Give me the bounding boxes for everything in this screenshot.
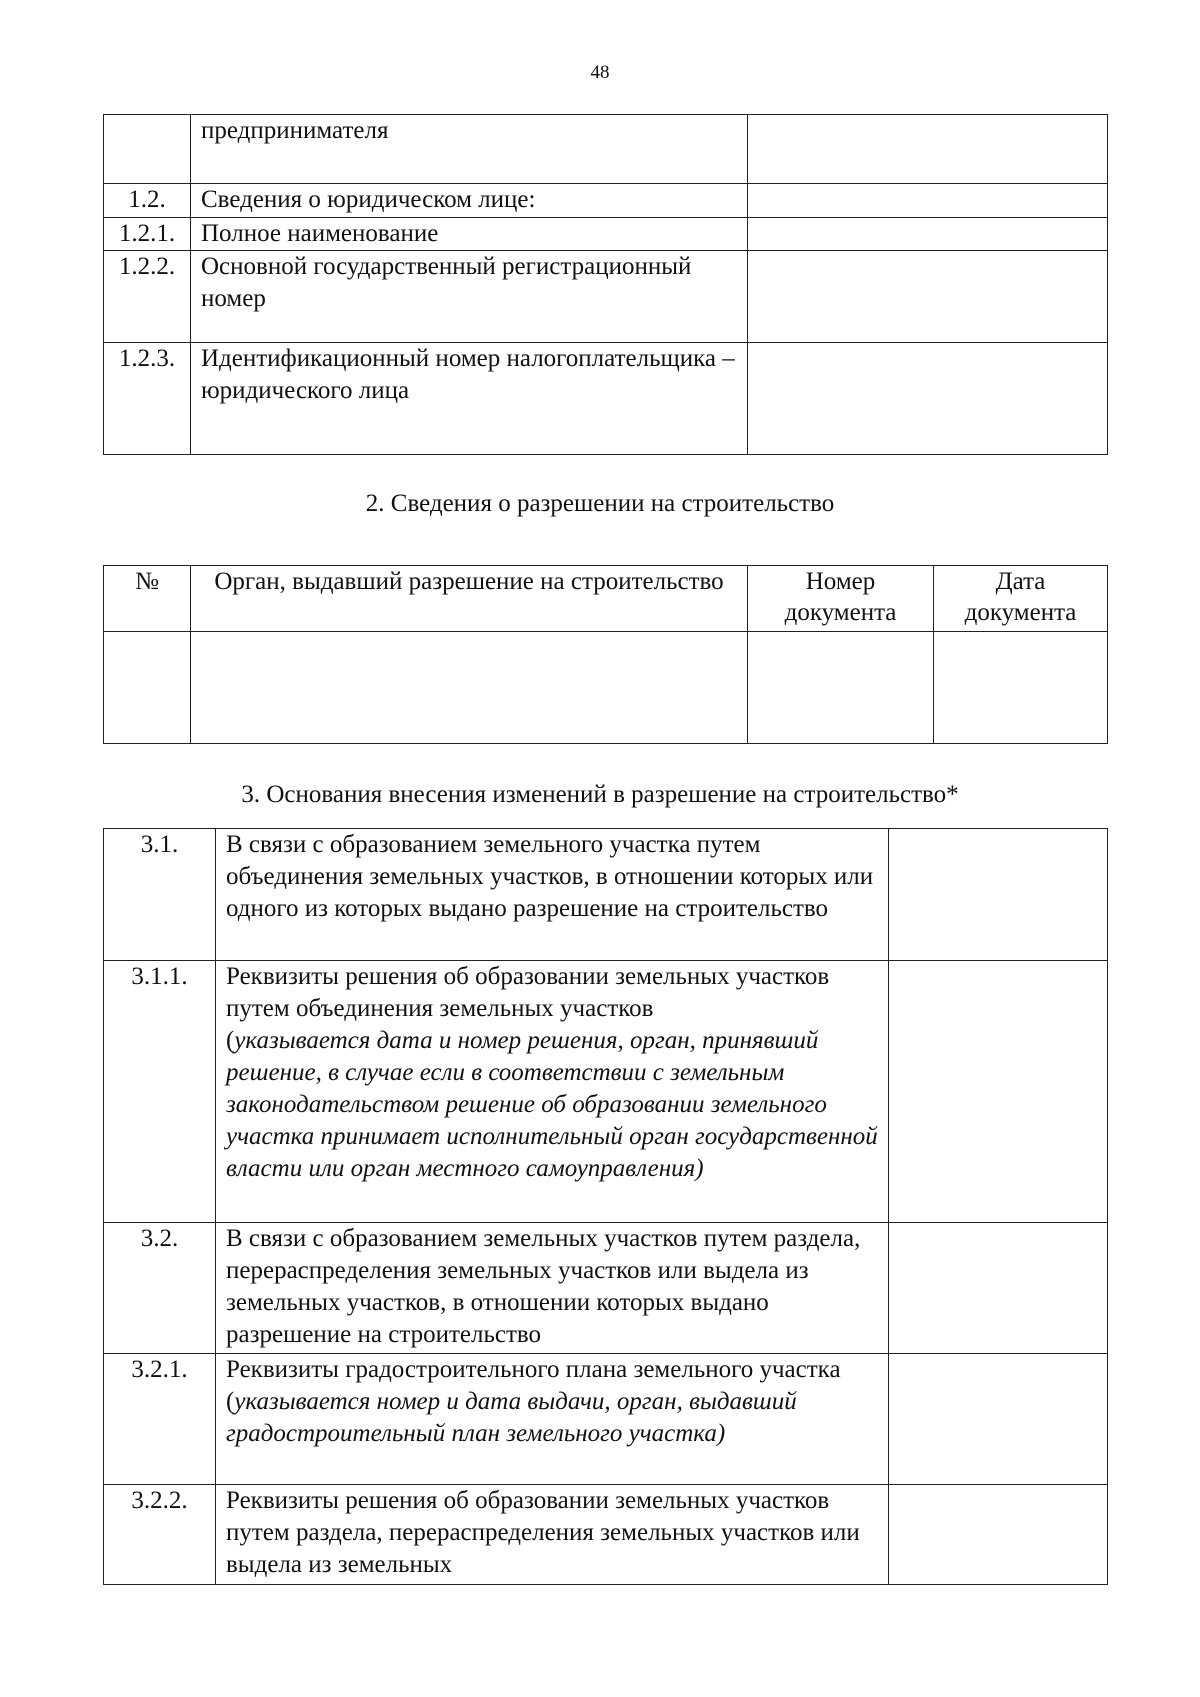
row-number: 1.2. <box>104 184 191 218</box>
note-open-paren: ( <box>226 1388 235 1415</box>
note-open-paren: ( <box>226 1027 235 1054</box>
section-3-title: 3. Основания внесения изменений в разрешение на строительство* <box>241 781 959 808</box>
table-row <box>104 1223 1108 1354</box>
header-organ: Орган, выдавший разрешение на строительство <box>191 566 748 632</box>
table-header-row <box>104 566 1108 632</box>
row-number: 3.1.1. <box>104 961 216 1223</box>
table-row <box>104 1485 1108 1585</box>
table-row <box>104 184 1108 218</box>
value-cell[interactable] <box>889 829 1108 961</box>
row-text: Реквизиты градостроительного плана земельного участка <box>226 1356 841 1383</box>
value-cell[interactable] <box>104 632 191 744</box>
table-row <box>104 829 1108 961</box>
grounds-table <box>103 828 1108 1585</box>
value-cell[interactable] <box>748 184 1108 218</box>
table-row <box>104 218 1108 251</box>
header-doc-date: Дата документа <box>934 566 1108 632</box>
value-cell[interactable] <box>934 632 1108 744</box>
table-row <box>104 1354 1108 1485</box>
row-text: Реквизиты решения об образовании земельных участков путем раздела, перераспределения земельных участков или выдела из земельных <box>226 1487 860 1578</box>
value-cell[interactable] <box>748 251 1108 343</box>
row-text-cell <box>216 1485 889 1585</box>
table-row <box>104 632 1108 744</box>
value-cell[interactable] <box>889 961 1108 1223</box>
row-note: указывается дата и номер решения, орган, принявший решение, в случае если в соответствии с земельным законодательством решение об образовании земельного участка принимает исполнительный орган государственной власти или орган местного самоуправления) <box>226 1027 878 1182</box>
row-text-cell <box>216 1223 889 1354</box>
value-cell[interactable] <box>889 1485 1108 1585</box>
row-label: предпринимателя <box>191 115 748 184</box>
row-text: Реквизиты решения об образовании земельных участков путем объединения земельных участков <box>226 963 830 1022</box>
section-2-title: 2. Сведения о разрешении на строительство <box>365 490 835 517</box>
applicant-info-table <box>103 114 1108 455</box>
value-cell[interactable] <box>748 343 1108 455</box>
row-number: 1.2.2. <box>104 251 191 343</box>
row-number: 1.2.1. <box>104 218 191 251</box>
row-number: 3.2.2. <box>104 1485 216 1585</box>
row-text-cell <box>216 1354 889 1485</box>
table-row <box>104 343 1108 455</box>
value-cell[interactable] <box>748 632 934 744</box>
row-text: В связи с образованием земельного участка путем объединения земельных участков, в отношении которых или одного из которых выдано разрешение на строительство <box>226 831 874 922</box>
value-cell[interactable] <box>191 632 748 744</box>
row-text: В связи с образованием земельных участков путем раздела, перераспределения земельных участков или выдела из земельных участков, в отношении которых выдано разрешение на строительство <box>226 1225 861 1348</box>
header-doc-number: Номер документа <box>748 566 934 632</box>
value-cell[interactable] <box>889 1354 1108 1485</box>
row-label: Основной государственный регистрационный номер <box>191 251 748 343</box>
row-number: 1.2.3. <box>104 343 191 455</box>
header-num: № <box>104 566 191 632</box>
row-number <box>104 115 191 184</box>
table-row <box>104 115 1108 184</box>
permit-table <box>103 565 1108 744</box>
row-number: 3.1. <box>104 829 216 961</box>
row-text-cell <box>216 961 889 1223</box>
page-number: 48 <box>590 62 610 83</box>
row-note: указывается номер и дата выдачи, орган, выдавший градостроительный план земельного участка) <box>226 1388 797 1447</box>
table-row <box>104 961 1108 1223</box>
table-row <box>104 251 1108 343</box>
row-label: Идентификационный номер налогоплательщика – юридического лица <box>191 343 748 455</box>
row-number: 3.2. <box>104 1223 216 1354</box>
row-text-cell <box>216 829 889 961</box>
value-cell[interactable] <box>748 218 1108 251</box>
row-label: Полное наименование <box>191 218 748 251</box>
row-label: Сведения о юридическом лице: <box>191 184 748 218</box>
value-cell[interactable] <box>889 1223 1108 1354</box>
value-cell[interactable] <box>748 115 1108 184</box>
row-number: 3.2.1. <box>104 1354 216 1485</box>
